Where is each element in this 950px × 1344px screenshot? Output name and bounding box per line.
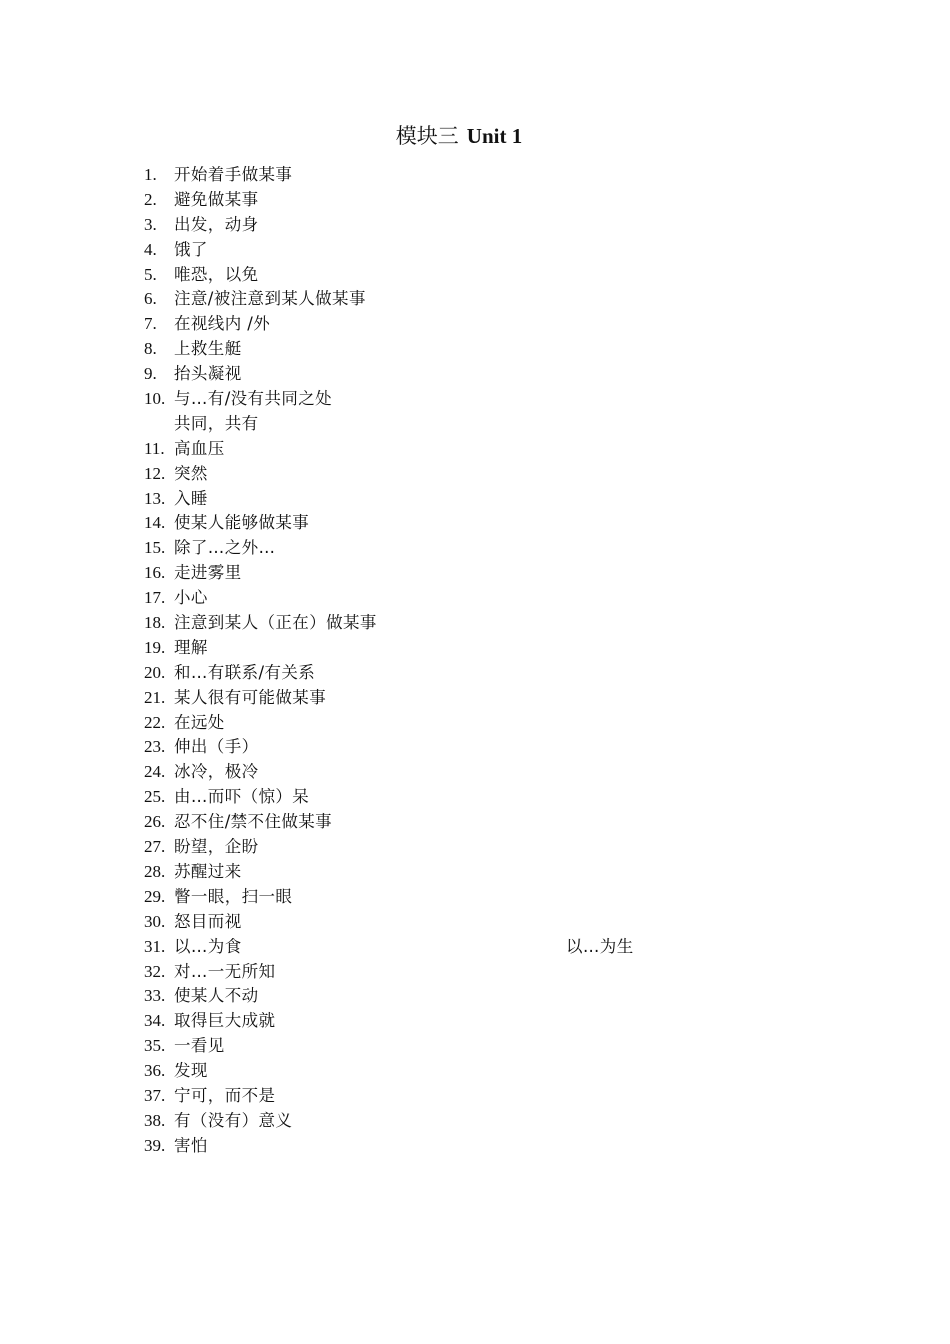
item-text: 在远处	[174, 712, 225, 732]
item-number: 33.	[144, 986, 166, 1006]
item-text: 一看见	[174, 1036, 225, 1056]
item-text: 上救生艇	[174, 339, 242, 359]
item-text: 对…一无所知	[174, 961, 276, 981]
list-item	[144, 238, 844, 263]
item-number: 7.	[144, 314, 157, 334]
item-number: 31.	[144, 936, 166, 956]
list-item	[144, 711, 844, 736]
list-item	[144, 462, 844, 487]
item-number: 39.	[144, 1135, 166, 1155]
item-text: 注意到某人（正在）做某事	[174, 613, 377, 633]
item-text: 伸出（手）	[174, 737, 259, 757]
item-number: 26.	[144, 812, 166, 832]
item-text: 有（没有）意义	[174, 1110, 293, 1130]
item-text: 由…而吓（惊）呆	[174, 787, 310, 807]
item-number: 28.	[144, 861, 166, 881]
item-number: 11.	[144, 438, 165, 458]
item-number: 35.	[144, 1036, 166, 1056]
item-number: 30.	[144, 911, 166, 931]
item-text: 与…有/没有共同之处	[174, 389, 333, 409]
title-chinese: 模块三	[395, 124, 459, 148]
list-item	[144, 362, 844, 387]
list-item	[144, 984, 844, 1009]
item-text: 忍不住/禁不住做某事	[174, 812, 333, 832]
list-item	[144, 835, 844, 860]
item-text: 怒目而视	[174, 911, 242, 931]
item-number: 22.	[144, 712, 166, 732]
item-text: 抬头凝视	[174, 364, 242, 384]
item-number: 10.	[144, 389, 166, 409]
item-number: 1.	[144, 165, 157, 184]
list-item	[144, 213, 844, 238]
list-item	[144, 1134, 844, 1159]
list-item	[144, 412, 844, 437]
item-number: 38.	[144, 1110, 166, 1130]
item-text: 注意/被注意到某人做某事	[174, 289, 366, 309]
item-text: 出发，动身	[174, 214, 259, 234]
list-item	[144, 910, 844, 935]
list-item	[144, 686, 844, 711]
item-text: 走进雾里	[174, 563, 242, 583]
item-text: 唯恐，以免	[174, 264, 259, 284]
item-number: 20.	[144, 662, 166, 682]
item-number: 37.	[144, 1085, 166, 1105]
list-item	[144, 785, 844, 810]
item-text: 苏醒过来	[174, 861, 242, 881]
item-number: 29.	[144, 886, 166, 906]
item-number: 15.	[144, 538, 166, 558]
list-item	[144, 661, 844, 686]
item-number: 6.	[144, 289, 157, 309]
item-number: 24.	[144, 762, 166, 782]
list-item	[144, 1059, 844, 1084]
item-number: 13.	[144, 488, 166, 508]
item-text: 除了…之外…	[174, 538, 276, 558]
item-text: 避免做某事	[174, 189, 259, 209]
list-item	[144, 312, 844, 337]
item-text: 饿了	[174, 239, 208, 259]
item-number: 3.	[144, 214, 157, 234]
item-number: 4.	[144, 239, 157, 259]
list-item	[144, 263, 844, 288]
list-item	[144, 287, 844, 312]
list-item	[144, 760, 844, 785]
item-number: 9.	[144, 364, 157, 384]
item-number: 19.	[144, 637, 166, 657]
item-number: 14.	[144, 513, 166, 533]
item-text: 使某人不动	[174, 986, 259, 1006]
item-number: 12.	[144, 463, 166, 483]
item-text: 小心	[174, 588, 208, 608]
item-number: 23.	[144, 737, 166, 757]
list-item	[144, 735, 844, 760]
list-item	[144, 387, 844, 412]
item-text: 瞥一眼，扫一眼	[174, 886, 293, 906]
item-text: 开始着手做某事	[174, 165, 293, 184]
item-text: 某人很有可能做某事	[174, 687, 327, 707]
list-item	[144, 511, 844, 536]
item-text: 共同，共有	[174, 413, 259, 433]
item-number: 36.	[144, 1061, 166, 1081]
list-item	[144, 1084, 844, 1109]
item-text: 宁可，而不是	[174, 1085, 276, 1105]
list-item	[144, 437, 844, 462]
list-item	[144, 1034, 844, 1059]
list-item	[144, 860, 844, 885]
item-text: 以…为食	[174, 936, 242, 956]
list-item	[144, 487, 844, 512]
list-item	[144, 1009, 844, 1034]
item-number: 8.	[144, 339, 157, 359]
item-number: 32.	[144, 961, 166, 981]
vocabulary-list	[144, 163, 844, 1159]
item-text: 冰冷，极冷	[174, 762, 259, 782]
list-item	[144, 636, 844, 661]
list-item	[144, 188, 844, 213]
item-number: 2.	[144, 189, 157, 209]
title-english: Unit 1	[466, 124, 523, 148]
item-number: 27.	[144, 837, 166, 857]
list-item	[144, 586, 844, 611]
item-number: 25.	[144, 787, 166, 807]
list-item	[144, 536, 844, 561]
item-number: 16.	[144, 563, 166, 583]
list-item	[144, 163, 844, 188]
list-item	[144, 885, 844, 910]
item-text: 使某人能够做某事	[174, 513, 310, 533]
item-text: 发现	[174, 1061, 208, 1081]
item-number: 21.	[144, 687, 166, 707]
item-extra-text: 以…为生	[566, 936, 634, 956]
list-item	[144, 611, 844, 636]
page-title	[0, 121, 918, 151]
item-text: 高血压	[174, 438, 225, 458]
item-text: 害怕	[174, 1135, 208, 1155]
list-item	[144, 337, 844, 362]
list-item	[144, 1109, 844, 1134]
item-text: 入睡	[174, 488, 208, 508]
list-item	[144, 935, 844, 960]
item-text: 理解	[174, 637, 208, 657]
item-number: 34.	[144, 1011, 166, 1031]
item-number: 5.	[144, 264, 157, 284]
item-text: 在视线内 /外	[174, 314, 271, 334]
list-item	[144, 960, 844, 985]
item-text: 取得巨大成就	[174, 1011, 276, 1031]
item-text: 突然	[174, 463, 208, 483]
item-number: 17.	[144, 588, 166, 608]
list-item	[144, 561, 844, 586]
item-text: 和…有联系/有关系	[174, 662, 316, 682]
item-number: 18.	[144, 613, 166, 633]
list-item	[144, 810, 844, 835]
item-text: 盼望，企盼	[174, 837, 259, 857]
